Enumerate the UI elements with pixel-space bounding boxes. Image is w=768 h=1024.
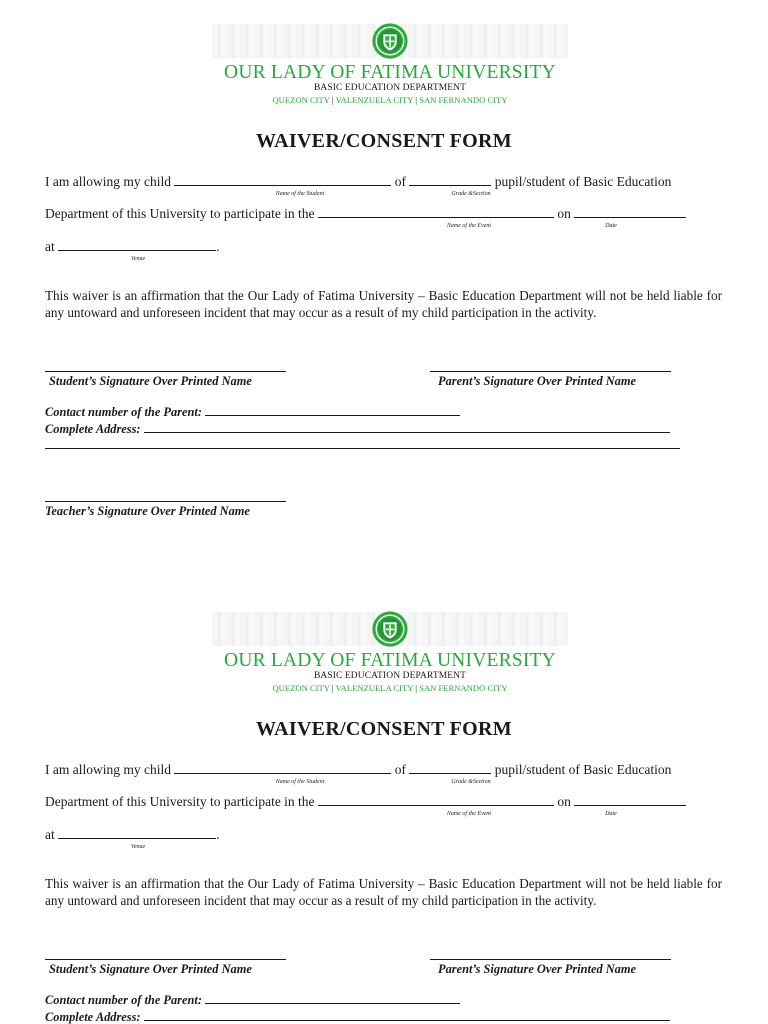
date-caption: Date — [605, 223, 617, 229]
venue-field[interactable] — [58, 827, 216, 839]
grade-section-caption: Grade &Section — [451, 191, 491, 197]
address-field[interactable] — [144, 1009, 670, 1021]
campus-separator: | — [415, 683, 418, 693]
grade-section-caption: Grade &Section — [451, 779, 491, 785]
line1-mid: of — [394, 762, 406, 777]
event-name-field[interactable] — [318, 206, 554, 218]
contact-label: Contact number of the Parent: — [45, 993, 202, 1007]
parent-signature-line[interactable] — [430, 371, 671, 372]
line2-prefix: Department of this University to participate in the — [45, 794, 315, 809]
event-date-field[interactable] — [574, 206, 686, 218]
waiver-paragraph: This waiver is an affirmation that the Our Lady of Fatima University – Basic Education Department will not be held liable for any untoward and unforeseen incident that may occur as a result of my child participation in the activity. — [45, 876, 722, 908]
consent-line-3 — [45, 827, 220, 843]
event-name-caption: Name of the Event — [446, 811, 492, 817]
student-signature-label: Student’s Signature Over Printed Name — [49, 962, 252, 976]
address-row — [45, 1009, 670, 1024]
address-label: Complete Address: — [45, 422, 141, 436]
campus-quezon: QUEZON CITY — [272, 683, 330, 693]
university-seal-icon — [371, 610, 409, 648]
parent-signature-line[interactable] — [430, 959, 671, 960]
venue-field[interactable] — [58, 239, 216, 251]
line1-mid: of — [394, 174, 406, 189]
campus-valenzuela: VALENZUELA CITY — [335, 683, 414, 693]
line1-prefix: I am allowing my child — [45, 174, 171, 189]
student-name-caption: Name of the Student — [275, 191, 325, 197]
line2-mid: on — [557, 206, 571, 221]
department-name: BASIC EDUCATION DEPARTMENT — [313, 83, 467, 93]
campus-list — [212, 95, 568, 105]
contact-label: Contact number of the Parent: — [45, 405, 202, 419]
student-name-field[interactable] — [174, 174, 391, 186]
form-title: WAIVER/CONSENT FORM — [256, 130, 512, 152]
campus-separator: | — [331, 95, 334, 105]
consent-line-2 — [45, 206, 686, 222]
address-label: Complete Address: — [45, 1010, 141, 1024]
student-name-caption: Name of the Student — [275, 779, 325, 785]
contact-row — [45, 404, 460, 420]
event-name-field[interactable] — [318, 794, 554, 806]
venue-caption: Venue — [130, 256, 146, 262]
grade-section-field[interactable] — [409, 174, 491, 186]
event-name-caption: Name of the Event — [446, 223, 492, 229]
student-signature-label: Student’s Signature Over Printed Name — [49, 374, 252, 388]
event-date-field[interactable] — [574, 794, 686, 806]
campus-san-fernando: SAN FERNANDO CITY — [419, 683, 508, 693]
parent-signature-label: Parent’s Signature Over Printed Name — [438, 374, 637, 388]
line2-mid: on — [557, 794, 571, 809]
consent-line-2 — [45, 794, 686, 810]
student-signature-line[interactable] — [45, 371, 286, 372]
line3-suffix: . — [216, 827, 220, 842]
teacher-signature-label: Teacher’s Signature Over Printed Name — [45, 504, 250, 518]
campus-valenzuela: VALENZUELA CITY — [335, 95, 414, 105]
line1-suffix: pupil/student of Basic Education — [494, 762, 672, 777]
waiver-paragraph: This waiver is an affirmation that the Our Lady of Fatima University – Basic Education Department will not be held liable for any untoward and unforeseen incident that may occur as a result of my child participation in the activity. — [45, 288, 722, 320]
line1-suffix: pupil/student of Basic Education — [494, 174, 672, 189]
address-field-continued[interactable] — [45, 448, 680, 449]
student-signature-line[interactable] — [45, 959, 286, 960]
consent-line-1 — [45, 762, 671, 778]
department-name: BASIC EDUCATION DEPARTMENT — [313, 671, 467, 681]
campus-list — [212, 683, 568, 693]
university-name: OUR LADY OF FATIMA UNIVERSITY — [224, 650, 556, 671]
line2-prefix: Department of this University to participate in the — [45, 206, 315, 221]
consent-line-1 — [45, 174, 671, 190]
consent-line-3 — [45, 239, 220, 255]
campus-quezon: QUEZON CITY — [272, 95, 330, 105]
grade-section-field[interactable] — [409, 762, 491, 774]
contact-number-field[interactable] — [205, 404, 460, 416]
header — [212, 22, 568, 110]
teacher-signature-line[interactable] — [45, 501, 286, 502]
venue-caption: Venue — [130, 844, 146, 850]
contact-row — [45, 992, 460, 1008]
address-field[interactable] — [144, 421, 670, 433]
address-row — [45, 421, 670, 437]
form-title: WAIVER/CONSENT FORM — [256, 718, 512, 740]
university-seal-icon — [371, 22, 409, 60]
header — [212, 610, 568, 698]
contact-number-field[interactable] — [205, 992, 460, 1004]
campus-separator: | — [331, 683, 334, 693]
line3-suffix: . — [216, 239, 220, 254]
line3-prefix: at — [45, 239, 55, 254]
date-caption: Date — [605, 811, 617, 817]
campus-san-fernando: SAN FERNANDO CITY — [419, 95, 508, 105]
student-name-field[interactable] — [174, 762, 391, 774]
line1-prefix: I am allowing my child — [45, 762, 171, 777]
parent-signature-label: Parent’s Signature Over Printed Name — [438, 962, 637, 976]
campus-separator: | — [415, 95, 418, 105]
university-name: OUR LADY OF FATIMA UNIVERSITY — [224, 62, 556, 83]
waiver-form-2 — [0, 588, 768, 1024]
line3-prefix: at — [45, 827, 55, 842]
